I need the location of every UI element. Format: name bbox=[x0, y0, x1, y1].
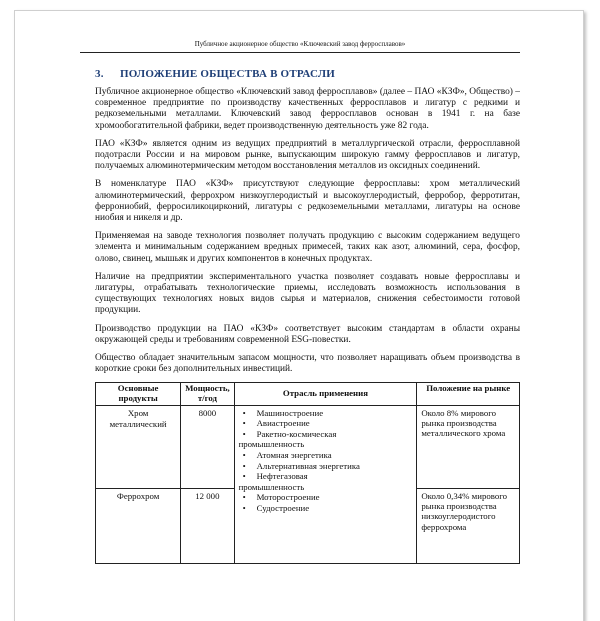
industry-list bbox=[239, 408, 413, 514]
page-content bbox=[95, 68, 520, 564]
paragraph: Наличие на предприятии экспериментального участка позволяет создавать новые ферросплавы и лигатуры, отрабатывать технологические приемы, исследовать возможность использования в существующих технологиях новых видов сырья и материалов, снижения себестоимости готовой продукции. bbox=[95, 271, 520, 316]
paragraph: Производство продукции на ПАО «КЗФ» соответствует высоким стандартам в области охраны окружающей среды и требованиям современной ESG-повестки. bbox=[95, 323, 520, 345]
paragraph: Общество обладает значительным запасом мощности, что позволяет наращивать объем производства в короткие сроки без дополнительных инвестиций. bbox=[95, 353, 520, 375]
list-item: • Авиастроение bbox=[242, 418, 310, 429]
running-header: Публичное акционерное общество «Ключевский завод ферросплавов» bbox=[194, 40, 406, 48]
list-item: • Ракетно-космическая промышленность bbox=[238, 428, 337, 450]
list-item: • Атомная энергетика bbox=[242, 450, 332, 461]
product-capacity: 8000 bbox=[181, 405, 234, 488]
header-rule bbox=[80, 52, 520, 53]
market-position: Около 8% мирового рынка производства металлического хрома bbox=[417, 405, 520, 488]
list-item: • Моторостроение bbox=[242, 492, 320, 503]
list-item: • Машиностроение bbox=[242, 407, 324, 418]
table-row bbox=[96, 405, 520, 488]
header-capacity: Мощность, т/год bbox=[181, 383, 234, 405]
section-title bbox=[95, 68, 520, 80]
product-capacity: 12 000 bbox=[181, 488, 234, 563]
header-industry: Отрасль применения bbox=[234, 383, 417, 405]
paragraph: Публичное акционерное общество «Ключевский завод ферросплавов» (далее – ПАО «КЗФ», Общество) – современное предприятие по производству качественных ферросплавов и лигатур с редкими и редкоземельными металлами. Ключевский завод ферросплавов основан в 1941 г. на базе хромообогатительной фабрики, ведет производственную деятельность уже 82 года. bbox=[95, 87, 520, 131]
market-position: Около 0,34% мирового рынка производства низкоуглеродистого феррохрома bbox=[417, 488, 520, 563]
section-number: 3. bbox=[95, 68, 104, 80]
header-product: Основные продукты bbox=[96, 383, 181, 405]
product-name: Хром металлический bbox=[96, 405, 181, 488]
list-item: • Нефтегазовая промышленность bbox=[238, 471, 308, 492]
table-header-row bbox=[96, 383, 520, 405]
paragraph: В номенклатуре ПАО «КЗФ» присутствуют следующие ферросплавы: хром металлический алюминотермический, феррохром низкоуглеродистый и высокоуглеродистый, ферробор, ферротитан, феррониобий, ферросиликоцирконий, лигатуры с редкоземельными металлами, лигатуры на основе ниобия и никеля и др. bbox=[95, 179, 520, 224]
products-table bbox=[95, 382, 520, 563]
product-name: Феррохром bbox=[96, 488, 181, 563]
list-item: • Альтернативная энергетика bbox=[242, 460, 360, 471]
section-title-text: ПОЛОЖЕНИЕ ОБЩЕСТВА В ОТРАСЛИ bbox=[119, 68, 335, 80]
header-market: Положение на рынке bbox=[417, 383, 520, 405]
industry-list-cell bbox=[234, 405, 417, 563]
paragraph: Применяемая на заводе технология позволяет получать продукцию с высоким содержанием ведущего элемента и минимальным содержанием вредных примесей, таких как азот, алюминий, сера, фосфор, олово, свинец, мышьяк и других компонентов в конечных продуктах. bbox=[95, 231, 520, 264]
paragraph: ПАО «КЗФ» является одним из ведущих предприятий в металлургической отрасли, ферросплавной подотрасли России и на мировом рынке, выпускающим широкую гамму ферросплавов и лигатур, получаемых алюминотермическим методом восстановления металлов из оксидных соединений. bbox=[95, 138, 520, 172]
list-item: • Судостроение bbox=[242, 503, 310, 513]
